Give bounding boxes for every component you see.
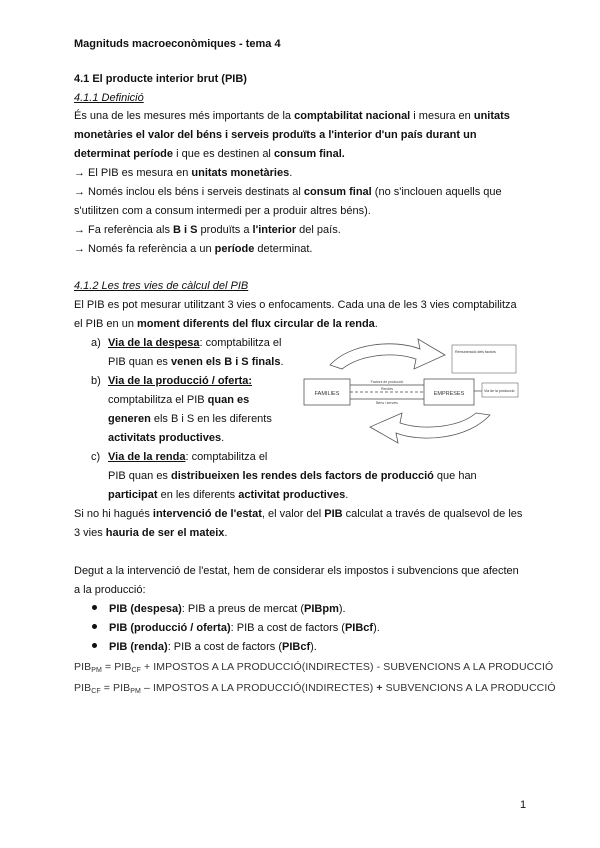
list-item-c-line1	[108, 450, 267, 464]
text: 3 vies	[74, 527, 106, 539]
text: període	[214, 243, 255, 255]
text: , el valor del	[261, 508, 325, 520]
bullet-item-2	[92, 621, 380, 635]
text: PM	[130, 688, 141, 695]
text: PIB quan es	[108, 470, 171, 482]
flow-label-bottom: Béns i serveis	[376, 401, 398, 405]
text: – IMPOSTOS A LA PRODUCCIÓ(INDIRECTES)	[140, 682, 377, 694]
text: Via de la renda	[108, 451, 186, 463]
text: quan es	[207, 394, 250, 406]
arrow-line-1	[74, 166, 292, 180]
text: PIB	[74, 661, 92, 673]
text: produïts a	[197, 224, 253, 236]
state-line-2	[74, 526, 227, 540]
list-item-c-line3	[108, 488, 348, 502]
text: calculat a través de qualsevol de les	[342, 508, 523, 520]
header: Magnituds macroeconòmiques - tema 4	[74, 38, 281, 50]
list-marker-b: b)	[91, 375, 101, 387]
text: = PIB	[101, 661, 132, 673]
text: : comptabilitza el	[185, 451, 268, 463]
text: PIB (despesa)	[109, 603, 182, 615]
text: ).	[310, 641, 317, 653]
taxes-line-1: Degut a la intervenció de l'estat, hem de considerar els impostos i subvencions que afecten	[74, 565, 519, 577]
text: distribueixen les rendes dels factors de producció	[171, 470, 434, 482]
arrow-line-2b: s'utilitzen com a consum intermedi per a produir altres béns).	[74, 205, 371, 217]
list-item-b-title: Via de la producció / oferta:	[108, 375, 253, 387]
def-line-2: monetàries el valor del béns i serveis produïts a l'interior d'un país durant un	[74, 129, 477, 141]
text: que han	[433, 470, 477, 482]
bullet-icon	[92, 605, 97, 610]
text: = PIB	[100, 682, 131, 694]
section-title: 4.1 El producte interior brut (PIB)	[74, 73, 247, 85]
list-item-b-line3	[108, 412, 272, 426]
text: determinat període	[74, 148, 174, 160]
text: unitats monetàries	[191, 167, 290, 179]
text: moment diferents del flux circular de la renda	[137, 318, 375, 330]
text: comptabilitza el PIB	[108, 394, 208, 406]
families-label: FAMILIES	[314, 391, 340, 397]
list-item-b-line2	[108, 393, 249, 407]
text: (no s'inclouen aquells que	[371, 186, 502, 198]
text: .	[345, 489, 349, 501]
text: i que es destinen al	[173, 148, 274, 160]
text: en les diferents	[157, 489, 239, 501]
taxes-line-2: a la producció:	[74, 584, 146, 596]
state-line-1	[74, 507, 522, 521]
text: És una de les mesures més importants de la	[74, 110, 295, 122]
text: .	[224, 527, 228, 539]
text: : PIB a cost de factors (	[167, 641, 283, 653]
text: PIB	[74, 682, 92, 694]
text: → El PIB es mesura en	[74, 167, 192, 179]
list-item-a-line2	[108, 355, 284, 369]
formula-pibpm	[74, 661, 553, 674]
list-item-a-line1	[108, 336, 281, 350]
text: PIBcf	[282, 641, 311, 653]
text: comptabilitat nacional	[294, 110, 411, 122]
text: ).	[338, 603, 346, 615]
text: CF	[91, 688, 101, 695]
top-flow-arrow	[330, 339, 445, 369]
circular-flow-diagram	[300, 335, 522, 445]
arrow-line-2	[74, 185, 502, 199]
text: + IMPOSTOS A LA PRODUCCIÓ(INDIRECTES) - SUBVENCIONS A LA PRODUCCIÓ	[140, 661, 554, 673]
list-item-c-line2	[108, 469, 477, 483]
bullet-icon	[92, 624, 97, 629]
text: consum final	[303, 186, 372, 198]
text: participat	[108, 489, 158, 501]
text: → Només fa referència a un	[74, 243, 215, 255]
subsection-title-vies: 4.1.2 Les tres vies de càlcul del PIB	[74, 280, 249, 292]
text: Si no hi hagués	[74, 508, 153, 520]
bullet-icon	[92, 643, 97, 648]
list-item-b-line4	[108, 431, 224, 445]
text: .	[374, 318, 378, 330]
text: +	[376, 682, 383, 694]
text: : comptabilitza el	[199, 337, 282, 349]
text: : PIB a preus de mercat (	[181, 603, 305, 615]
page-number: 1	[520, 799, 527, 811]
list-marker-a: a)	[91, 337, 101, 349]
text: PIB (producció / oferta)	[109, 622, 231, 634]
text: venen els B i S finals	[171, 356, 281, 368]
text: SUBVENCIONS A LA PRODUCCIÓ	[382, 682, 556, 694]
text: PIB (renda)	[109, 641, 168, 653]
text: PIBcf	[344, 622, 374, 634]
text: PIB quan es	[108, 356, 171, 368]
text: PIBpm	[304, 603, 339, 615]
vies-intro-1: El PIB es pot mesurar utilitzant 3 vies o enfocaments. Cada una de les 3 vies comptabilitza	[74, 299, 517, 311]
text: → Fa referència als	[74, 224, 174, 236]
arrow-line-4	[74, 242, 312, 256]
text: generen	[108, 413, 151, 425]
flow-label-mid: Rendes	[380, 387, 394, 391]
text: PM	[91, 667, 102, 674]
bullet-item-1	[92, 602, 346, 616]
text: el PIB en un	[74, 318, 137, 330]
list-marker-c: c)	[91, 451, 101, 463]
text: i mesura en	[410, 110, 474, 122]
text: consum final.	[273, 148, 345, 160]
vies-intro-2	[74, 317, 378, 331]
text: B i S	[173, 224, 198, 236]
text: hauria de ser el mateix	[105, 527, 225, 539]
text: activitats productives	[108, 432, 222, 444]
text: determinat.	[254, 243, 313, 255]
def-line-3	[74, 147, 345, 161]
flow-label-top: Factors de producció	[370, 380, 404, 384]
text: → Només inclou els béns i serveis destinats al	[74, 186, 304, 198]
note-top-text: Remuneració dels factors	[455, 350, 496, 354]
text: .	[280, 356, 284, 368]
bullet-item-3	[92, 640, 317, 654]
text: els B i S en les diferents	[150, 413, 272, 425]
text: l'interior	[252, 224, 297, 236]
arrow-line-3	[74, 223, 341, 237]
bottom-flow-arrow	[370, 413, 490, 443]
text: Via de la despesa	[108, 337, 200, 349]
note-right-text: Via de la producció	[484, 389, 515, 393]
text: .	[289, 167, 293, 179]
text: CF	[131, 667, 141, 674]
text: del país.	[296, 224, 341, 236]
text: PIB	[324, 508, 343, 520]
text: ).	[373, 622, 380, 634]
def-line-1	[74, 109, 510, 123]
subsection-title-definicio: 4.1.1 Definició	[74, 92, 144, 104]
companies-label: EMPRESES	[433, 391, 465, 397]
text: activitat productives	[238, 489, 346, 501]
text: .	[221, 432, 225, 444]
formula-pibcf	[74, 682, 556, 695]
text: intervenció de l'estat	[152, 508, 262, 520]
text: unitats	[473, 110, 510, 122]
text: : PIB a cost de factors (	[230, 622, 345, 634]
